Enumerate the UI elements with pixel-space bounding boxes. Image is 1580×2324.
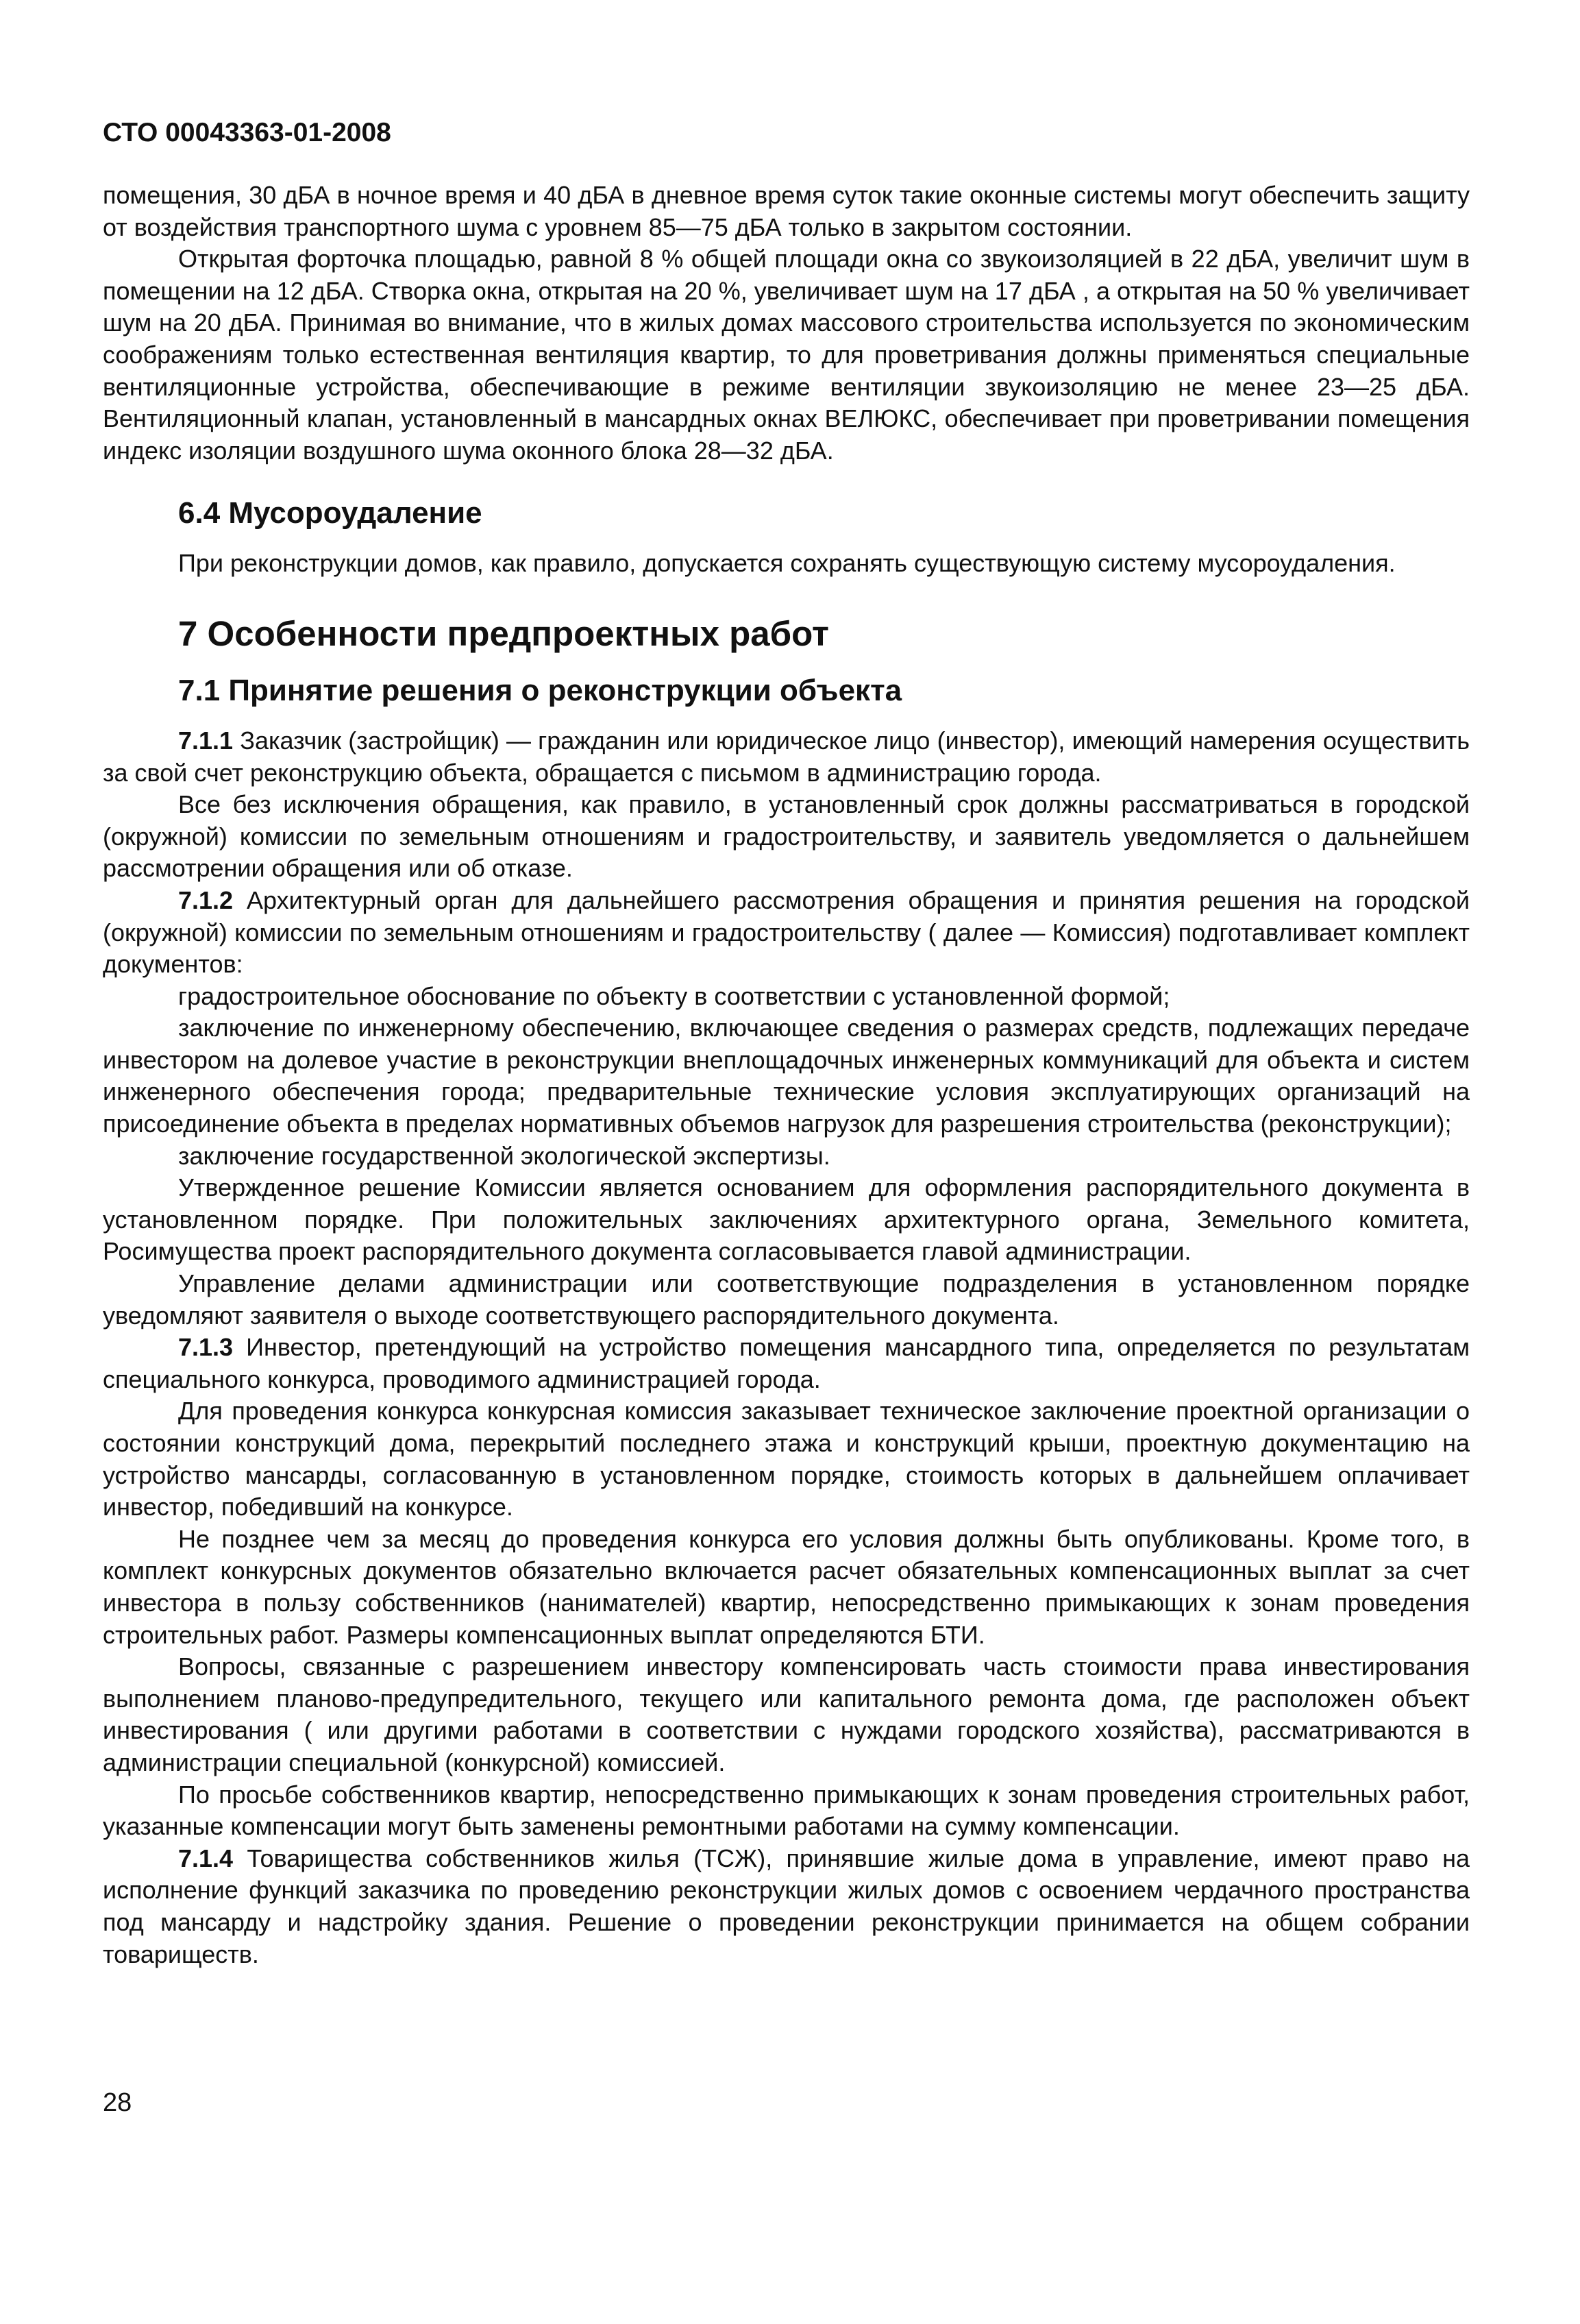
- clause-number: 7.1.4: [178, 1844, 234, 1872]
- clause-text: Заказчик (застройщик) — гражданин или юридическое лицо (инвестор), имеющий намерения осуществить за свой счет реконструкцию объекта, обращается с письмом в администрацию города.: [103, 726, 1470, 787]
- clause-text: Товарищества собственников жилья (ТСЖ), принявшие жилые дома в управление, имеют право на исполнение функций заказчика по проведению реконструкции жилых домов с освоением чердачного пространства под мансарду и надстройку здания. Решение о проведении реконструкции принимается на общем собрании товариществ.: [103, 1844, 1470, 1968]
- clause-text: Инвестор, претендующий на устройство помещения мансардного типа, определяется по результатам специального конкурса, проводимого администрацией города.: [103, 1333, 1470, 1393]
- section-7-1-body: [103, 725, 1470, 1970]
- clause-number: 7.1.2: [178, 885, 234, 914]
- paragraph: Утвержденное решение Комиссии является основанием для оформления распорядительного документа в установленном порядке. При положительных заключениях архитектурного органа, Земельного комитета, Росимущества проект распорядительного документа согласовывается главой администрации.: [103, 1173, 1470, 1266]
- paragraph: Все без исключения обращения, как правило, в установленный срок должны рассматриваться в городской (окружной) комиссии по земельным отношениям и градостроительству, и заявитель уведомляется о дальнейшем рассмотрении обращения или об отказе.: [103, 790, 1470, 883]
- document-code-header: СТО 00043363-01-2008: [103, 118, 391, 147]
- chapter-heading-7: 7 Особенности предпроектных работ: [178, 613, 829, 653]
- paragraph: Не позднее чем за месяц до проведения конкурса его условия должны быть опубликованы. Кроме того, в комплект конкурсных документов обязательно включается расчет обязательных компенсационных выплат за счет инвестора в пользу собственников (нанимателей) квартир, непосредственно примыкающих к зонам проведения строительных работ. Размеры компенсационных выплат определяются БТИ.: [103, 1524, 1470, 1649]
- list-item: заключение государственной экологической экспертизы.: [178, 1141, 830, 1170]
- paragraph: По просьбе собственников квартир, непосредственно примыкающих к зонам проведения строительных работ, указанные компенсации могут быть заменены ремонтными работами на сумму компенсации.: [103, 1780, 1470, 1841]
- section-heading-7-1: 7.1 Принятие решения о реконструкции объекта: [178, 673, 902, 707]
- page-number: 28: [103, 2088, 132, 2117]
- clause-text: Архитектурный орган для дальнейшего рассмотрения обращения и принятия решения на городской (окружной) комиссии по земельным отношениям и градостроительству ( далее — Комиссия) подготавливает комплект документов:: [103, 885, 1470, 979]
- clause-7-1-2: [103, 885, 1470, 981]
- paragraph: Управление делами администрации или соответствующие подразделения в установленном порядке уведомляют заявителя о выходе соответствующего распорядительного документа.: [103, 1269, 1470, 1330]
- paragraph: Для проведения конкурса конкурсная комиссия заказывает техническое заключение проектной организации о состоянии конструкций дома, перекрытий последнего этажа и конструкций крыши, проектную документацию на устройство мансарды, согласованную в установленном порядке, стоимость которых в дальнейшем оплачивает инвестор, победивший на конкурсе.: [103, 1397, 1470, 1521]
- intro-block: [103, 180, 1470, 467]
- document-page: [103, 117, 1470, 1970]
- paragraph: помещения, 30 дБА в ночное время и 40 дБА в дневное время суток такие оконные системы могут обеспечить защиту от воздействия транспортного шума с уровнем 85—75 дБА только в закрытом состоянии.: [103, 181, 1470, 241]
- section-heading-6-4: 6.4 Мусороудаление: [178, 496, 482, 530]
- list-item: градостроительное обоснование по объекту в соответствии с установленной формой;: [178, 981, 1170, 1010]
- clause-7-1-1: [103, 725, 1470, 789]
- clause-number: 7.1.1: [178, 726, 234, 755]
- clause-7-1-4: [103, 1843, 1470, 1970]
- clause-number: 7.1.3: [178, 1333, 234, 1362]
- paragraph: Открытая форточка площадью, равной 8 % общей площади окна со звукоизоляцией в 22 дБА, увеличит шум в помещении на 12 дБА. Створка окна, открытая на 20 %, увеличивает шум на 17 дБА , а открытая на 50 % увеличивает шум на 20 дБА. Принимая во внимание, что в жилых домах массового строительства используется по экономическим соображениям только естественная вентиляция квартир, то для проветривания должны применяться специальные вентиляционные устройства, обеспечивающие в режиме вентиляции звукоизоляцию не менее 23—25 дБА. Вентиляционный клапан, установленный в мансардных окнах ВЕЛЮКС, обеспечивает при проветривании помещения индекс изоляции воздушного шума оконного блока 28—32 дБА.: [103, 245, 1470, 465]
- paragraph: При реконструкции домов, как правило, допускается сохранять существующую систему мусороудаления.: [178, 549, 1396, 578]
- paragraph: Вопросы, связанные с разрешением инвестору компенсировать часть стоимости права инвестирования выполнением планово-предупредительного, текущего или капитального ремонта дома, где расположен объект инвестирования ( или другими работами в соответствии с нуждами городского хозяйства), рассматриваются в администрации специальной (конкурсной) комиссией.: [103, 1652, 1470, 1776]
- list-item: заключение по инженерному обеспечению, включающее сведения о размерах средств, подлежащих передаче инвестором на долевое участие в реконструкции внеплощадочных инженерных коммуникаций для объекта и систем инженерного обеспечения города; предварительные технические условия эксплуатирующих организаций на присоединение объекта в пределах нормативных объемов нагрузок для разрешения строительства (реконструкции);: [103, 1014, 1470, 1138]
- section-6-4-body: [103, 548, 1470, 580]
- clause-7-1-3: [103, 1332, 1470, 1395]
